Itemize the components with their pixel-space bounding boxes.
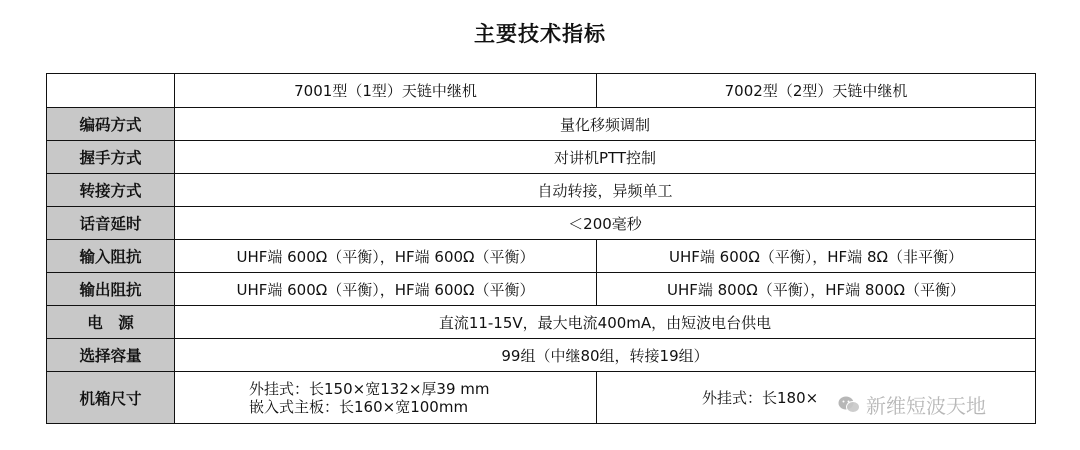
row-value-7002: UHF端 800Ω（平衡），HF端 800Ω（平衡） <box>597 273 1036 306</box>
row-value-7001: UHF端 600Ω（平衡），HF端 600Ω（平衡） <box>175 273 597 306</box>
row-label: 输入阻抗 <box>47 240 175 273</box>
table-row <box>47 273 1036 306</box>
table-row <box>47 108 1036 141</box>
row-label: 电 源 <box>47 306 175 339</box>
row-label: 握手方式 <box>47 141 175 174</box>
row-label: 输出阻抗 <box>47 273 175 306</box>
table-row <box>47 207 1036 240</box>
row-label: 选择容量 <box>47 339 175 372</box>
row-value: ＜200毫秒 <box>175 207 1036 240</box>
page-title: 主要技术指标 <box>474 22 606 46</box>
table-row <box>47 174 1036 207</box>
row-value-7001 <box>175 372 597 424</box>
row-label: 机箱尺寸 <box>47 372 175 424</box>
row-label: 编码方式 <box>47 108 175 141</box>
row-label: 转接方式 <box>47 174 175 207</box>
spec-table <box>46 73 1036 424</box>
row-value: 99组（中继80组，转接19组） <box>175 339 1036 372</box>
header-corner <box>47 74 175 108</box>
header-model-7002: 7002型（2型）天链中继机 <box>597 74 1036 108</box>
header-model-7001: 7001型（1型）天链中继机 <box>175 74 597 108</box>
table-row <box>47 240 1036 273</box>
dimension-line: 外挂式：长150×宽132×厚39 mm <box>249 379 490 398</box>
watermark-text: 新维短波天地 <box>866 394 986 418</box>
table-row <box>47 306 1036 339</box>
row-value: 对讲机PTT控制 <box>175 141 1036 174</box>
wechat-icon <box>838 395 860 415</box>
table-header-row <box>47 74 1036 108</box>
table-row <box>47 339 1036 372</box>
row-value: 直流11-15V，最大电流400mA，由短波电台供电 <box>175 306 1036 339</box>
row-value: 量化移频调制 <box>175 108 1036 141</box>
dimension-line: 嵌入式主板：长160×宽100mm <box>249 397 469 416</box>
row-value: 自动转接，异频单工 <box>175 174 1036 207</box>
dimension-text: 外挂式：长180× <box>702 389 819 407</box>
row-value-7002: UHF端 600Ω（平衡），HF端 8Ω（非平衡） <box>597 240 1036 273</box>
row-label: 话音延时 <box>47 207 175 240</box>
table-row <box>47 141 1036 174</box>
row-value-7001: UHF端 600Ω（平衡），HF端 600Ω（平衡） <box>175 240 597 273</box>
watermark <box>838 390 986 419</box>
